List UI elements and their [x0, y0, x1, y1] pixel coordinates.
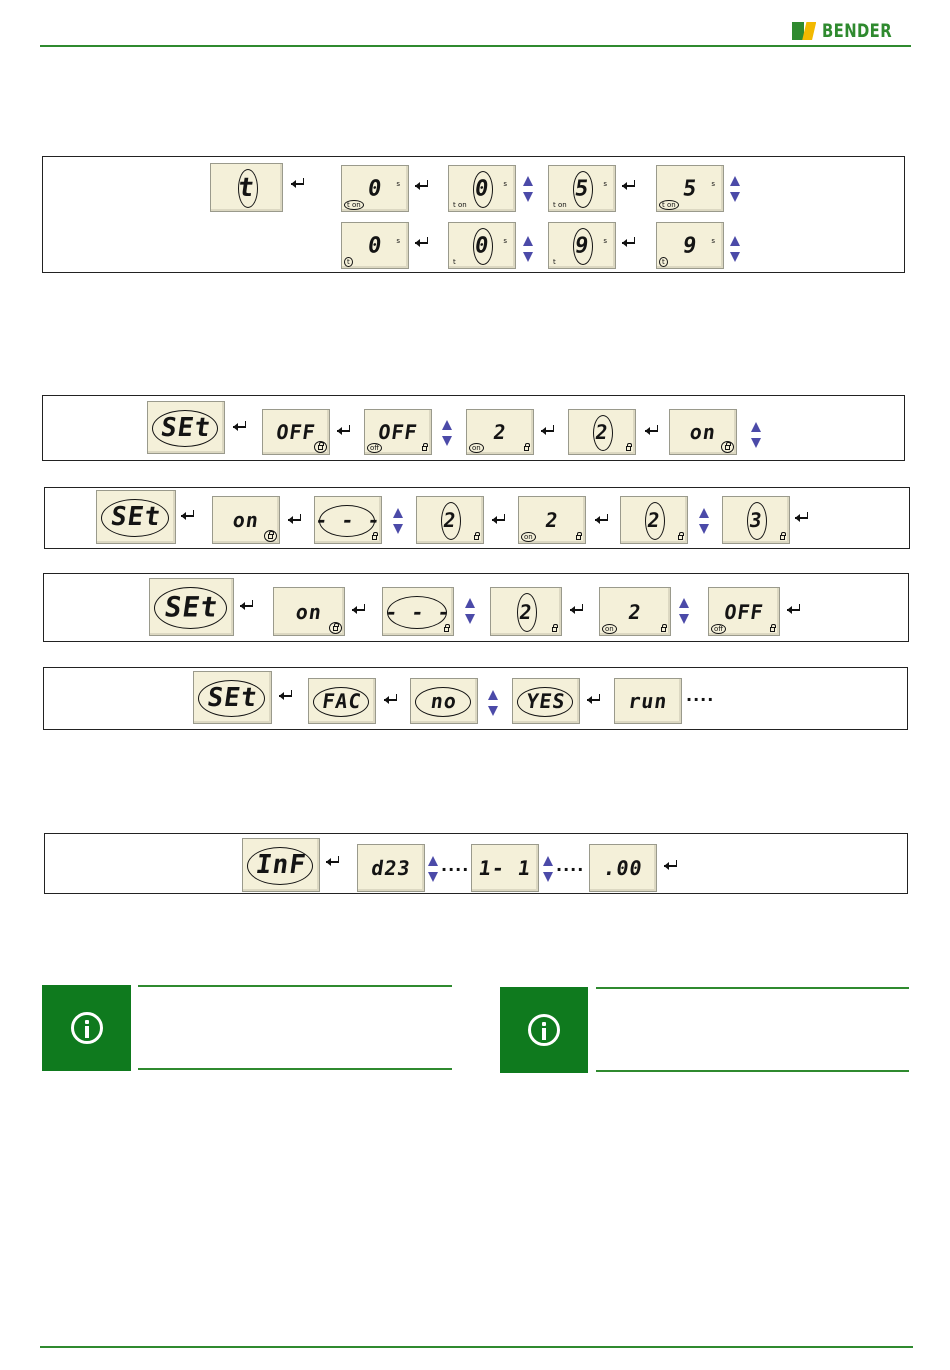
- lcd-sub-label: t on: [453, 201, 467, 209]
- lock-icon: [474, 535, 479, 540]
- lcd-display: [212, 496, 280, 544]
- enter-icon: [240, 600, 254, 611]
- lcd-value: 3: [747, 508, 765, 532]
- lcd-display: [96, 490, 176, 544]
- lcd-sub-label-ring: on: [602, 624, 617, 634]
- lcd-value: 2: [593, 420, 611, 444]
- lcd-display: [708, 587, 780, 636]
- lock-icon: [780, 535, 785, 540]
- enter-icon: [291, 178, 305, 189]
- note-left-icon-box: [42, 985, 131, 1071]
- lcd-value: 1- 1: [477, 856, 533, 880]
- lcd-selection-ring: [517, 687, 573, 717]
- up-down-arrows-icon: [442, 420, 452, 446]
- lcd-value: on: [294, 599, 324, 624]
- up-down-arrows-icon: [679, 598, 689, 624]
- lcd-display: [568, 409, 636, 455]
- lcd-selection-ring: [573, 228, 593, 265]
- lcd-display: [614, 678, 682, 724]
- up-down-arrows-icon: [730, 176, 740, 202]
- lcd-value: 9: [681, 233, 699, 258]
- lock-icon: [372, 535, 377, 540]
- lcd-selection-ring: [101, 499, 169, 537]
- footer-rule: [40, 1346, 913, 1348]
- lcd-display: [210, 163, 283, 212]
- lock-icon: [661, 627, 666, 632]
- lcd-display: [416, 496, 484, 544]
- lock-icon: [552, 627, 557, 632]
- enter-icon: [288, 514, 302, 525]
- lcd-selection-ring: [473, 171, 493, 208]
- lock-icon: [770, 627, 775, 632]
- lcd-sub-label-ring: on: [469, 443, 484, 453]
- bender-logo-text: BENDER: [822, 20, 893, 42]
- lcd-selection-ring: [152, 410, 218, 447]
- lcd-value: 2: [441, 508, 459, 532]
- lcd-display: [548, 165, 616, 212]
- lock-icon: [678, 535, 683, 540]
- up-down-arrows-icon: [393, 508, 403, 534]
- header-rule: [40, 45, 911, 47]
- lcd-display: [410, 678, 478, 724]
- lcd-value: 5: [681, 176, 699, 201]
- up-down-arrows-icon: [523, 176, 533, 202]
- enter-icon: [570, 604, 584, 615]
- up-down-arrows-icon: [488, 690, 498, 716]
- lcd-value: 9: [573, 233, 591, 258]
- lcd-value: 2: [645, 508, 663, 532]
- lcd-value: OFF: [722, 599, 766, 624]
- lcd-selection-ring: [247, 847, 313, 885]
- lcd-value: 0: [366, 233, 384, 258]
- enter-icon: [326, 856, 340, 867]
- lcd-sub-label-ring: t: [344, 257, 353, 267]
- lcd-value: FAC: [320, 689, 364, 713]
- lock-icon: [268, 534, 273, 539]
- up-down-arrows-icon: [465, 598, 475, 624]
- lock-icon: [576, 535, 581, 540]
- lcd-display: [589, 844, 657, 892]
- lcd-value: 0: [473, 233, 491, 258]
- lcd-value: 2: [517, 599, 535, 624]
- lcd-selection-ring: [387, 596, 447, 629]
- bender-logo-mark: [792, 22, 816, 40]
- lcd-display: [149, 578, 234, 636]
- lcd-value: SEt: [162, 590, 221, 624]
- lcd-value: 2: [491, 420, 509, 444]
- enter-icon: [587, 694, 601, 705]
- lcd-value: 0: [473, 176, 491, 201]
- lcd-value: SEt: [205, 682, 260, 713]
- enter-icon: [541, 425, 555, 436]
- lcd-unit: s: [396, 237, 400, 245]
- lcd-display: [548, 222, 616, 269]
- lcd-sub-label-ring: t: [659, 257, 668, 267]
- enter-icon: [622, 180, 636, 191]
- lcd-selection-ring: [154, 587, 227, 629]
- lcd-selection-ring: [747, 502, 767, 540]
- lcd-display: [512, 678, 580, 724]
- lcd-selection-ring: [198, 680, 265, 717]
- lock-icon: [444, 627, 449, 632]
- lcd-selection-ring: [573, 171, 593, 208]
- lcd-value: OFF: [376, 420, 420, 444]
- lock-ring: [314, 441, 327, 453]
- lcd-sub-label-ring: on: [521, 532, 536, 542]
- lcd-value: no: [429, 689, 459, 713]
- lcd-display: [656, 165, 724, 212]
- lcd-value: SEt: [158, 412, 214, 443]
- enter-icon: [279, 690, 293, 701]
- lcd-display: [466, 409, 534, 455]
- lcd-display: [308, 678, 376, 724]
- lcd-selection-ring: [441, 502, 461, 540]
- lcd-selection-ring: [319, 505, 375, 537]
- note-right-bottom-rule: [596, 1070, 909, 1072]
- enter-icon: [181, 510, 195, 521]
- lcd-unit: s: [711, 180, 715, 188]
- lcd-value: .00: [601, 856, 645, 880]
- lock-icon: [333, 626, 338, 631]
- lock-icon: [422, 446, 427, 451]
- lcd-display: [262, 409, 330, 455]
- info-icon: [71, 1012, 103, 1044]
- lcd-value: InF: [253, 850, 309, 880]
- lcd-value: run: [626, 689, 670, 713]
- lcd-value: - - -: [383, 599, 453, 624]
- enter-icon: [337, 425, 351, 436]
- up-down-arrows-icon: [523, 236, 533, 262]
- lcd-value: d23: [369, 856, 413, 880]
- enter-icon: [787, 604, 801, 615]
- lcd-value: 2: [543, 508, 561, 532]
- continuation-dots: ····: [441, 860, 470, 879]
- lcd-display: [599, 587, 671, 636]
- lcd-display: [448, 165, 516, 212]
- enter-icon: [645, 425, 659, 436]
- lcd-value: YES: [524, 689, 568, 713]
- lcd-unit: s: [711, 237, 715, 245]
- lcd-value: t: [236, 172, 257, 203]
- lock-ring: [264, 530, 277, 542]
- lcd-display: [193, 671, 272, 724]
- lcd-unit: s: [603, 237, 607, 245]
- note-right-icon-box: [500, 987, 588, 1073]
- lcd-selection-ring: [415, 687, 471, 717]
- lcd-display: [357, 844, 425, 892]
- lcd-display: [273, 587, 345, 636]
- lcd-selection-ring: [473, 228, 493, 265]
- note-left-bottom-rule: [138, 1068, 452, 1070]
- lcd-unit: s: [503, 180, 507, 188]
- up-down-arrows-icon: [543, 856, 553, 882]
- enter-icon: [352, 604, 366, 615]
- note-right-top-rule: [596, 987, 909, 989]
- lcd-value: - - -: [313, 508, 383, 532]
- lcd-unit: s: [603, 180, 607, 188]
- lock-icon: [318, 445, 323, 450]
- lock-icon: [524, 446, 529, 451]
- up-down-arrows-icon: [751, 422, 761, 448]
- lcd-sub-label-ring: off: [367, 443, 382, 453]
- lcd-value: SEt: [108, 502, 164, 532]
- lcd-selection-ring: [517, 593, 537, 632]
- lcd-display: [669, 409, 737, 455]
- enter-icon: [384, 694, 398, 705]
- lcd-value: OFF: [274, 420, 318, 444]
- lcd-display: [341, 222, 409, 269]
- lcd-sub-label-ring: off: [711, 624, 726, 634]
- lcd-selection-ring: [313, 687, 369, 717]
- lcd-display: [364, 409, 432, 455]
- lcd-display: [620, 496, 688, 544]
- lcd-sub-label: t on: [553, 201, 567, 209]
- enter-icon: [664, 860, 678, 871]
- lcd-sub-label-ring: t on: [659, 200, 679, 210]
- enter-icon: [233, 421, 247, 432]
- up-down-arrows-icon: [699, 508, 709, 534]
- lock-icon: [626, 446, 631, 451]
- lcd-selection-ring: [238, 169, 258, 208]
- lcd-display: [314, 496, 382, 544]
- up-down-arrows-icon: [428, 856, 438, 882]
- lcd-value: 2: [626, 599, 644, 624]
- lcd-unit: s: [503, 237, 507, 245]
- enter-icon: [795, 512, 809, 523]
- bender-logo: [792, 20, 912, 42]
- lcd-value: 5: [573, 176, 591, 201]
- lcd-display: [147, 401, 225, 454]
- lcd-sub-label: t: [453, 258, 456, 266]
- lcd-selection-ring: [593, 415, 613, 451]
- lcd-selection-ring: [645, 502, 665, 540]
- lcd-display: [518, 496, 586, 544]
- lcd-display: [448, 222, 516, 269]
- lcd-value: 0: [366, 176, 384, 201]
- lcd-display: [490, 587, 562, 636]
- lcd-value: on: [231, 508, 261, 532]
- lcd-display: [471, 844, 539, 892]
- lcd-display: [382, 587, 454, 636]
- note-left-top-rule: [138, 985, 452, 987]
- enter-icon: [415, 237, 429, 248]
- info-icon: [528, 1014, 560, 1046]
- lock-icon: [725, 445, 730, 450]
- lcd-display: [341, 165, 409, 212]
- lcd-display: [242, 838, 320, 892]
- enter-icon: [622, 237, 636, 248]
- continuation-dots: ····: [556, 860, 585, 879]
- lcd-display: [722, 496, 790, 544]
- up-down-arrows-icon: [730, 236, 740, 262]
- lcd-value: on: [688, 420, 718, 444]
- lcd-sub-label: t: [553, 258, 556, 266]
- enter-icon: [415, 180, 429, 191]
- enter-icon: [595, 514, 609, 525]
- lcd-display: [656, 222, 724, 269]
- lcd-unit: s: [396, 180, 400, 188]
- lock-ring: [721, 441, 734, 453]
- lcd-sub-label-ring: t on: [344, 200, 364, 210]
- enter-icon: [492, 514, 506, 525]
- lock-ring: [329, 622, 342, 634]
- continuation-dots: ····: [686, 690, 715, 709]
